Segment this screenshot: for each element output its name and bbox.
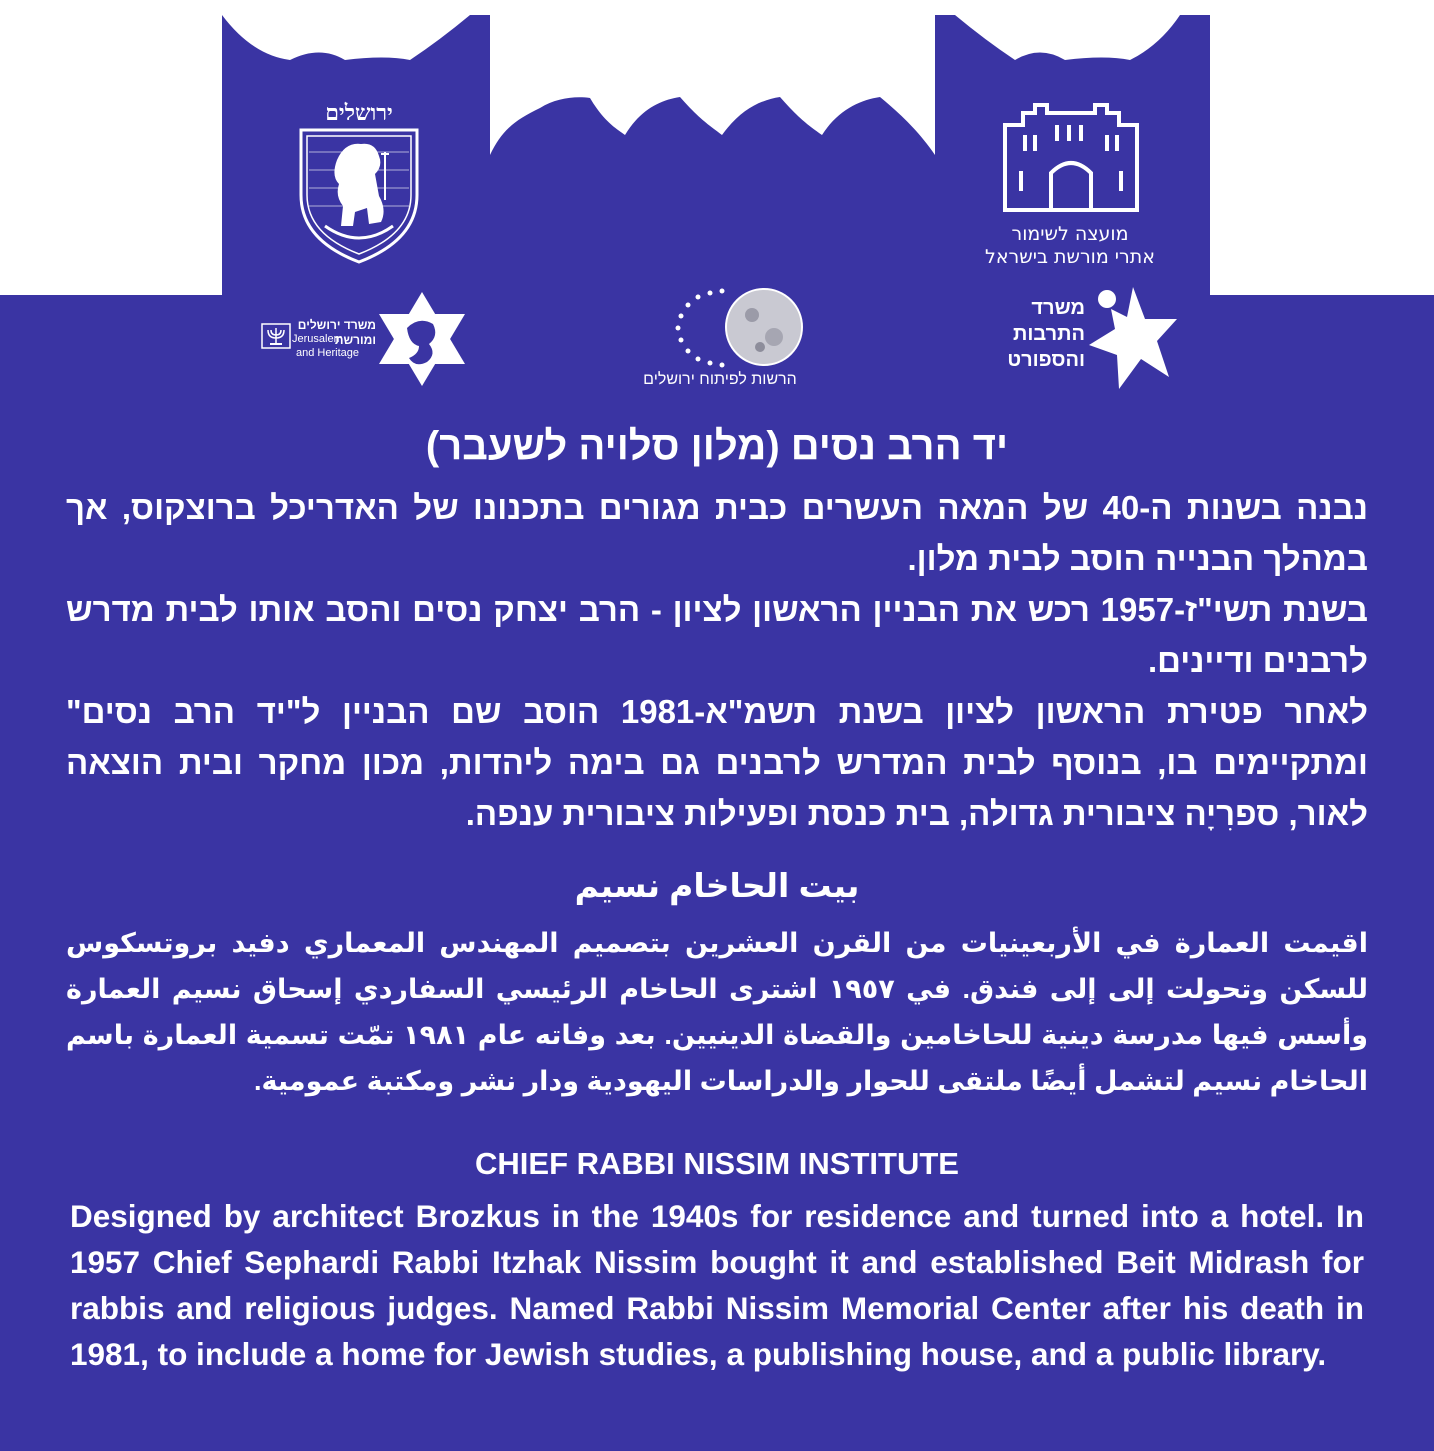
culture-line3: והספורט [1007, 349, 1085, 371]
hebrew-body [66, 482, 1368, 839]
ministry-he-line2: ומורשת [334, 333, 376, 347]
star-of-david-icon [375, 288, 470, 388]
heritage-council-line1: מועצה לשימור [1011, 223, 1129, 245]
globe-dots-icon [650, 285, 810, 370]
jda-logo [600, 285, 840, 395]
jda-name: הרשות לפיתוח ירושלים [643, 371, 797, 388]
heritage-council-line2: אתרי מורשת בישראל [985, 246, 1155, 268]
ministry-he-line1: משרד ירושלים [297, 318, 376, 332]
hebrew-paragraph-2: בשנת תשי"ז-1957 רכש את הבניין הראשון לציון - הרב יצחק נסים והסב אותו לבית מדרש לרבנים ודיינים. [66, 591, 1368, 679]
hebrew-paragraph-1: נבנה בשנות ה-40 של המאה העשרים כבית מגורים בתכנונו של האדריכל ברוצקוס, אך במהלך הבנייה הוסב לבית מלון. [66, 489, 1369, 577]
culture-sport-ministry-logo [985, 285, 1185, 395]
hebrew-title: יד הרב נסים (מלון סלויה לשעבר) [425, 424, 1009, 468]
arabic-body: اقيمت العمارة في الأربعينيات من القرن العشرين بتصميم المهندس المعماري دفيد بروتسكوس للسكن وتحولت إلى إلى فندق. في ١٩٥٧ اشترى الحاخام الرئيسي السفاردي إسحاق نسيم العمارة وأسس فيها مدرسة دينية للحاخامين والقضاة الدينيين. بعد وفاته عام ١٩٨١ تمّت تسمية العمارة باسم الحاخام نسيم لتشمل أيضًا ملتقى للحوار والدراسات اليهودية ودار نشر ومكتبة عمومية. [66, 928, 1368, 1096]
fortress-gate-icon [965, 95, 1175, 215]
jerusalem-municipality-logo [295, 100, 425, 265]
english-title: CHIEF RABBI NISSIM INSTITUTE [475, 1146, 959, 1181]
culture-line2: התרבות [1013, 323, 1085, 345]
english-body: Designed by architect Brozkus in the 1940s for residence and turned into a hotel. In 1957 Chief Sephardi Rabbi Itzhak Nissim bought it and established Beit Midrash for rabbis and religious judges. Named Rabbi Nissim Memorial Center after his death in 1981, to include a home for Jewish studies, a publishing house, and a public library. [70, 1198, 1364, 1372]
ministry-en-line1: Jerusalem [292, 333, 343, 345]
hebrew-paragraph-3: לאחר פטירת הראשון לציון בשנת תשמ"א-1981 הוסב שם הבניין ל"יד הרב נסים" ומתקיימים בו, בנוסף לבית המדרש לרבנים גם בימה ליהדות, מכון מחקר ובית הוצאה לאור, ספרִיָה ציבורית גדולה, בית כנסת ופעילות ציבורית ענפה. [66, 693, 1368, 832]
lion-shield-icon [295, 100, 425, 265]
ministry-en-line2: and Heritage [296, 347, 359, 359]
jerusalem-heritage-ministry-logo [250, 288, 470, 393]
heritage-council-logo [965, 95, 1175, 270]
star-figure-icon [1085, 285, 1180, 395]
culture-line1: משרד [1031, 297, 1085, 319]
jerusalem-logo-name: ירושלים [325, 100, 393, 126]
arabic-title: بيت الحاخام نسيم [574, 867, 860, 904]
menorah-icon [256, 318, 296, 358]
